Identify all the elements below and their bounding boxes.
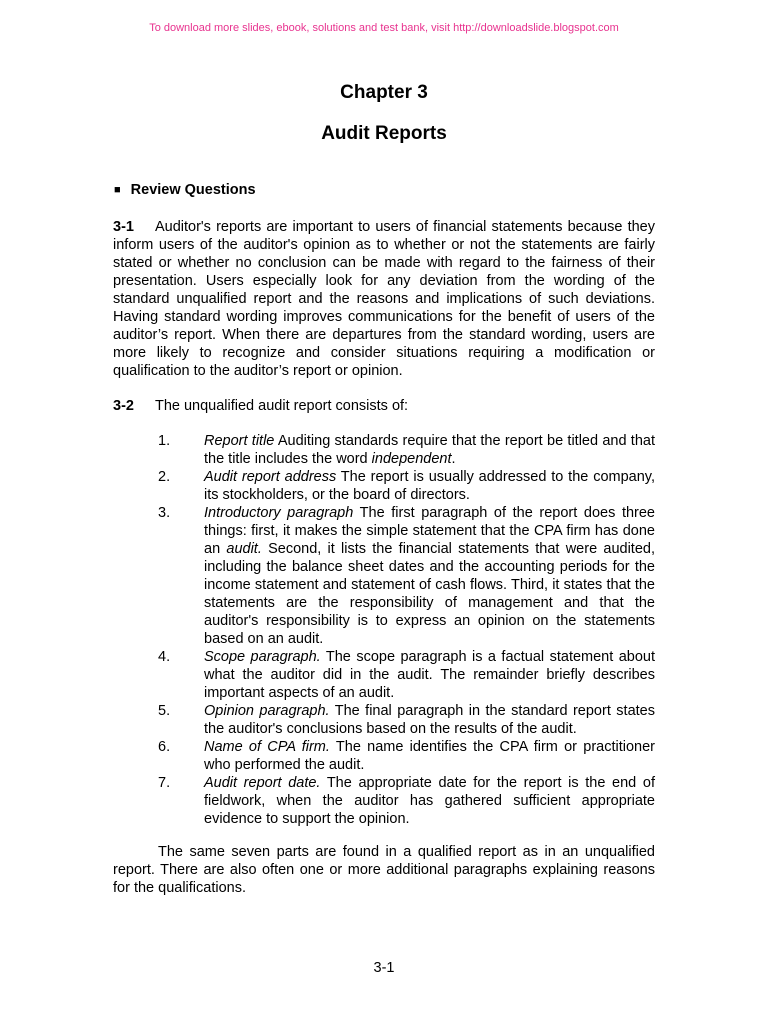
closing-paragraph: The same seven parts are found in a qualified report as in an unqualified report. There are also often one or more additional paragraphs explaining reasons for the qualifications. [113,844,655,896]
question-number: 3-1 [113,219,134,235]
chapter-heading: Chapter 3 [340,82,428,103]
list-item-term: Audit report address [204,469,337,485]
section-heading-label: Review Questions [130,182,256,198]
list-item-text: The appropriate date for the report is the end of fieldwork, when the auditor has gathered sufficient appropriate evidence to support the opinion. [204,775,655,827]
list-item-text: The name identifies the CPA firm or practitioner who performed the audit. [204,739,655,773]
list-item-term: Name of CPA firm. [204,739,330,755]
question-3-2 [113,397,655,415]
list-item-term: Opinion paragraph. [204,703,330,719]
list-item-emphasis: audit. [226,541,262,557]
list-item [113,774,655,828]
list-item-term: Scope paragraph. [204,649,321,665]
section-heading [114,182,256,198]
question-number: 3-2 [113,398,134,414]
list-item [113,702,655,738]
square-bullet-icon: ■ [114,184,121,196]
question-text: Auditor's reports are important to users of financial statements because they inform users of the auditor's opinion as to whether or not the statements are fairly stated or whether no conclusion can be made with regard to the fairness of their presentation. Users especially look for any deviation from the wording of the standard unqualified report and the reasons and implications of such deviations. Having standard wording improves communications for the benefit of users of the auditor’s report. When there are departures from the standard wording, users are more likely to recognize and consider situations requiring a modification or qualification to the auditor’s report or opinion. [113,219,655,379]
list-item [113,504,655,648]
question-3-1 [113,218,655,380]
list-item-number: 1. [158,433,171,449]
list-item-text-end: Second, it lists the financial statements that were audited, including the balance sheet dates and the accounting periods for the income statement and statement of cash flows. Third, it states that the statements are the responsibility of management and that the auditor's responsibility is to express an opinion on the statements based on an audit. [204,541,655,647]
list-item-number: 7. [158,775,171,791]
list-item-text: Auditing standards require that the report be titled and that the title includes the word [204,433,655,467]
list-item [113,468,655,504]
page-number: 3-1 [373,960,395,976]
list-item-number: 5. [158,703,171,719]
list-item-emphasis: independent [371,451,452,467]
list-item-number: 3. [158,505,171,521]
question-intro: The unqualified audit report consists of: [154,398,409,414]
list-item-number: 2. [158,469,171,485]
list-item-number: 6. [158,739,171,755]
list-item-text: The scope paragraph is a factual statement about what the auditor did in the audit. The remainder briefly describes important aspects of an audit. [204,649,656,701]
list-item-term: Report title [204,433,275,449]
download-banner: To download more slides, ebook, solutions and test bank, visit http://downloadslide.blogspot.com [149,22,619,34]
list-item-text: The report is usually addressed to the company, its stockholders, or the board of directors. [204,469,655,503]
list-item-term: Audit report date. [204,775,321,791]
list-item-text: The first paragraph of the report does three things: first, it makes the simple statement that the CPA firm has done an [204,505,656,557]
page-title: Audit Reports [321,123,447,144]
report-parts-list [113,432,655,828]
list-item [113,648,655,702]
list-item-number: 4. [158,649,171,665]
list-item-term: Introductory paragraph [204,505,354,521]
list-item-text-end: . [451,451,456,467]
list-item [113,432,655,468]
list-item-text: The final paragraph in the standard report states the auditor's conclusions based on the results of the audit. [204,703,655,737]
list-item [113,738,655,774]
